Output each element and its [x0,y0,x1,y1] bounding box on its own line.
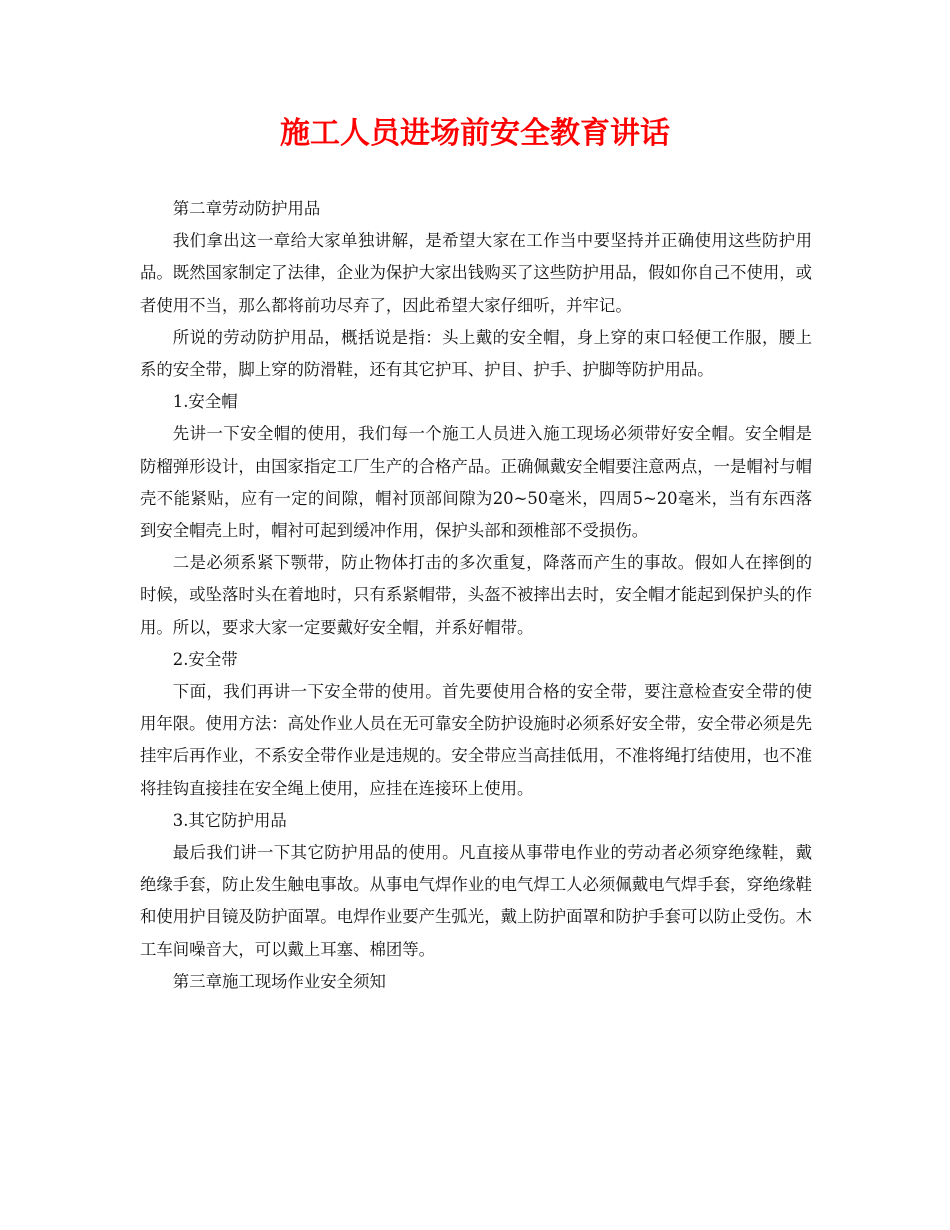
paragraph: 我们拿出这一章给大家单独讲解，是希望大家在工作当中要坚持并正确使用这些防护用品。既然国家制定了法律，企业为保护大家出钱购买了这些防护用品，假如你自己不使用，或者使用不当，那么都将前功尽弃了，因此希望大家仔细听，并牢记。 [140,231,813,315]
chapter-heading: 第二章劳动防护用品 [172,199,321,218]
chapter-heading: 第三章施工现场作业安全须知 [172,971,386,991]
document-title: 施工人员进场前安全教育讲话 [280,116,670,151]
section-heading: 1.安全帽 [172,392,238,412]
paragraph: 所说的劳动防护用品，概括说是指：头上戴的安全帽，身上穿的束口轻便工作服，腰上系的安全带，脚上穿的防滑鞋，还有其它护耳、护目、护手、护脚等防护用品。 [140,327,812,380]
section-heading: 2.安全带 [172,649,238,669]
paragraph: 最后我们讲一下其它防护用品的使用。凡直接从事带电作业的劳动者必须穿绝缘鞋，戴绝缘手套，防止发生触电事故。从事电气焊作业的电气焊工人必须佩戴电气焊手套，穿绝缘鞋和使用护目镜及防护面罩。电焊作业要产生弧光，戴上防护面罩和防护手套可以防止受伤。木工车间噪音大，可以戴上耳塞、棉团等。 [140,843,813,959]
document-body [140,193,812,998]
paragraph: 先讲一下安全帽的使用，我们每一个施工人员进入施工现场必须带好安全帽。安全帽是防榴弹形设计，由国家指定工厂生产的合格产品。正确佩戴安全帽要注意两点，一是帽衬与帽壳不能紧贴，应有一定的间隙，帽衬顶部间隙为20~50毫米，四周5~20毫米，当有东西落到安全帽壳上时，帽衬可起到缓冲作用，保护头部和颈椎部不受损伤。 [140,424,813,541]
section-heading: 3.其它防护用品 [172,810,287,830]
paragraph: 二是必须系紧下颚带，防止物体打击的多次重复，降落而产生的事故。假如人在摔倒的时候，或坠落时头在着地时，只有系紧帽带，头盔不被摔出去时，安全帽才能起到保护头的作用。所以，要求大家一定要戴好安全帽，并系好帽带。 [140,553,813,637]
paragraph: 下面，我们再讲一下安全带的使用。首先要使用合格的安全带，要注意检查安全带的使用年限。使用方法：高处作业人员在无可靠安全防护设施时必须系好安全带，安全带必须是先挂牢后再作业，不系安全带作业是违规的。安全带应当高挂低用，不准将绳打结使用，也不准将挂钩直接挂在安全绳上使用，应挂在连接环上使用。 [140,682,813,798]
